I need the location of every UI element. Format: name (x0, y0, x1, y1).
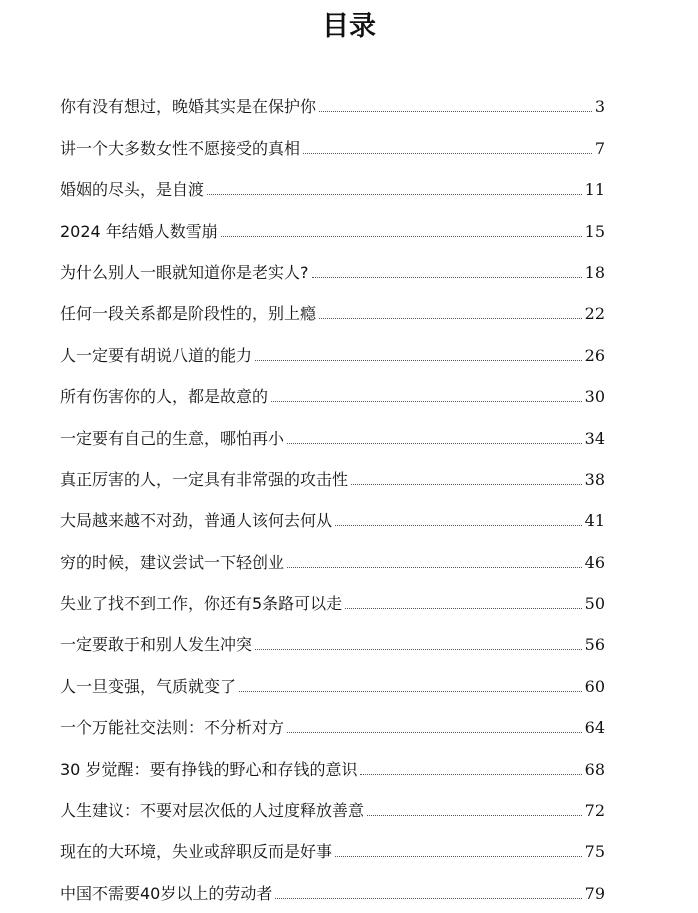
toc-entry-title: 一定要有自己的生意，哪怕再小 (60, 428, 285, 448)
toc-entry-title: 穷的时候，建议尝试一下轻创业 (60, 552, 285, 572)
toc-entry-page-number: 38 (584, 469, 605, 489)
table-of-contents (60, 76, 605, 904)
toc-entry-page-number: 79 (584, 883, 605, 903)
toc-entry-title: 任何一段关系都是阶段性的，别上瘾 (60, 304, 317, 324)
toc-entry-title: 讲一个大多数女性不愿接受的真相 (60, 138, 301, 158)
toc-entry-page-number: 46 (584, 552, 605, 572)
toc-entry[interactable] (60, 200, 605, 241)
dot-leader (335, 856, 582, 857)
toc-entry-title: 所有伤害你的人，都是故意的 (60, 387, 269, 407)
toc-entry[interactable] (60, 490, 605, 531)
dot-leader (207, 194, 582, 195)
toc-entry[interactable] (60, 76, 605, 117)
toc-entry-title: 人生建议：不要对层次低的人过度释放善意 (60, 801, 365, 821)
toc-entry-page-number: 60 (584, 676, 605, 696)
toc-entry-title: 中国不需要40岁以上的劳动者 (60, 883, 273, 903)
toc-entry[interactable] (60, 159, 605, 200)
toc-entry-page-number: 41 (584, 511, 605, 531)
toc-entry[interactable] (60, 117, 605, 158)
toc-entry-page-number: 68 (584, 759, 605, 779)
toc-entry[interactable] (60, 821, 605, 862)
dot-leader (303, 153, 592, 154)
toc-entry-page-number: 30 (584, 387, 605, 407)
toc-entry-page-number: 15 (584, 221, 605, 241)
dot-leader (345, 608, 581, 609)
dot-leader (335, 525, 582, 526)
toc-entry[interactable] (60, 531, 605, 572)
dot-leader (360, 774, 581, 775)
dot-leader (287, 567, 582, 568)
toc-entry-title: 30 岁觉醒：要有挣钱的野心和存钱的意识 (60, 759, 358, 779)
dot-leader (239, 691, 582, 692)
toc-entry-page-number: 26 (584, 345, 605, 365)
toc-entry[interactable] (60, 324, 605, 365)
toc-entry-title: 真正厉害的人，一定具有非常强的攻击性 (60, 469, 349, 489)
toc-entry[interactable] (60, 242, 605, 283)
dot-leader (275, 898, 581, 899)
toc-entry[interactable] (60, 614, 605, 655)
toc-entry-page-number: 64 (584, 718, 605, 738)
toc-entry-page-number: 34 (584, 428, 605, 448)
toc-entry-title: 人一定要有胡说八道的能力 (60, 345, 253, 365)
toc-entry-title: 一个万能社交法则：不分析对方 (60, 718, 285, 738)
toc-entry[interactable] (60, 697, 605, 738)
toc-entry-title: 一定要敢于和别人发生冲突 (60, 635, 253, 655)
dot-leader (351, 484, 582, 485)
toc-entry[interactable] (60, 449, 605, 490)
toc-entry-title: 婚姻的尽头，是自渡 (60, 180, 205, 200)
toc-entry-page-number: 22 (584, 304, 605, 324)
dot-leader (312, 277, 582, 278)
toc-entry-page-number: 18 (584, 262, 605, 282)
toc-entry-page-number: 3 (594, 97, 605, 117)
toc-entry-title: 失业了找不到工作，你还有5条路可以走 (60, 594, 343, 614)
toc-entry[interactable] (60, 407, 605, 448)
toc-entry[interactable] (60, 655, 605, 696)
dot-leader (287, 443, 582, 444)
dot-leader (319, 111, 592, 112)
toc-entry-title: 为什么别人一眼就知道你是老实人? (60, 262, 309, 282)
toc-entry-page-number: 56 (584, 635, 605, 655)
toc-entry[interactable] (60, 780, 605, 821)
dot-leader (271, 401, 582, 402)
toc-entry-title: 大局越来越不对劲，普通人该何去何从 (60, 511, 333, 531)
toc-entry[interactable] (60, 366, 605, 407)
dot-leader (255, 649, 582, 650)
toc-entry-page-number: 75 (584, 842, 605, 862)
toc-entry[interactable] (60, 862, 605, 903)
toc-entry[interactable] (60, 573, 605, 614)
toc-entry[interactable] (60, 738, 605, 779)
toc-entry-title: 你有没有想过，晚婚其实是在保护你 (60, 97, 317, 117)
page-title: 目录 (322, 11, 376, 42)
dot-leader (287, 732, 582, 733)
toc-entry[interactable] (60, 283, 605, 324)
toc-entry-title: 现在的大环境，失业或辞职反而是好事 (60, 842, 333, 862)
toc-entry-page-number: 72 (584, 801, 605, 821)
toc-entry-title: 人一旦变强，气质就变了 (60, 676, 237, 696)
toc-entry-page-number: 50 (584, 594, 605, 614)
toc-entry-page-number: 11 (584, 180, 605, 200)
toc-entry-title: 2024 年结婚人数雪崩 (60, 221, 218, 241)
dot-leader (255, 360, 582, 361)
dot-leader (221, 236, 582, 237)
toc-entry-page-number: 7 (594, 138, 605, 158)
dot-leader (319, 318, 582, 319)
dot-leader (367, 815, 582, 816)
